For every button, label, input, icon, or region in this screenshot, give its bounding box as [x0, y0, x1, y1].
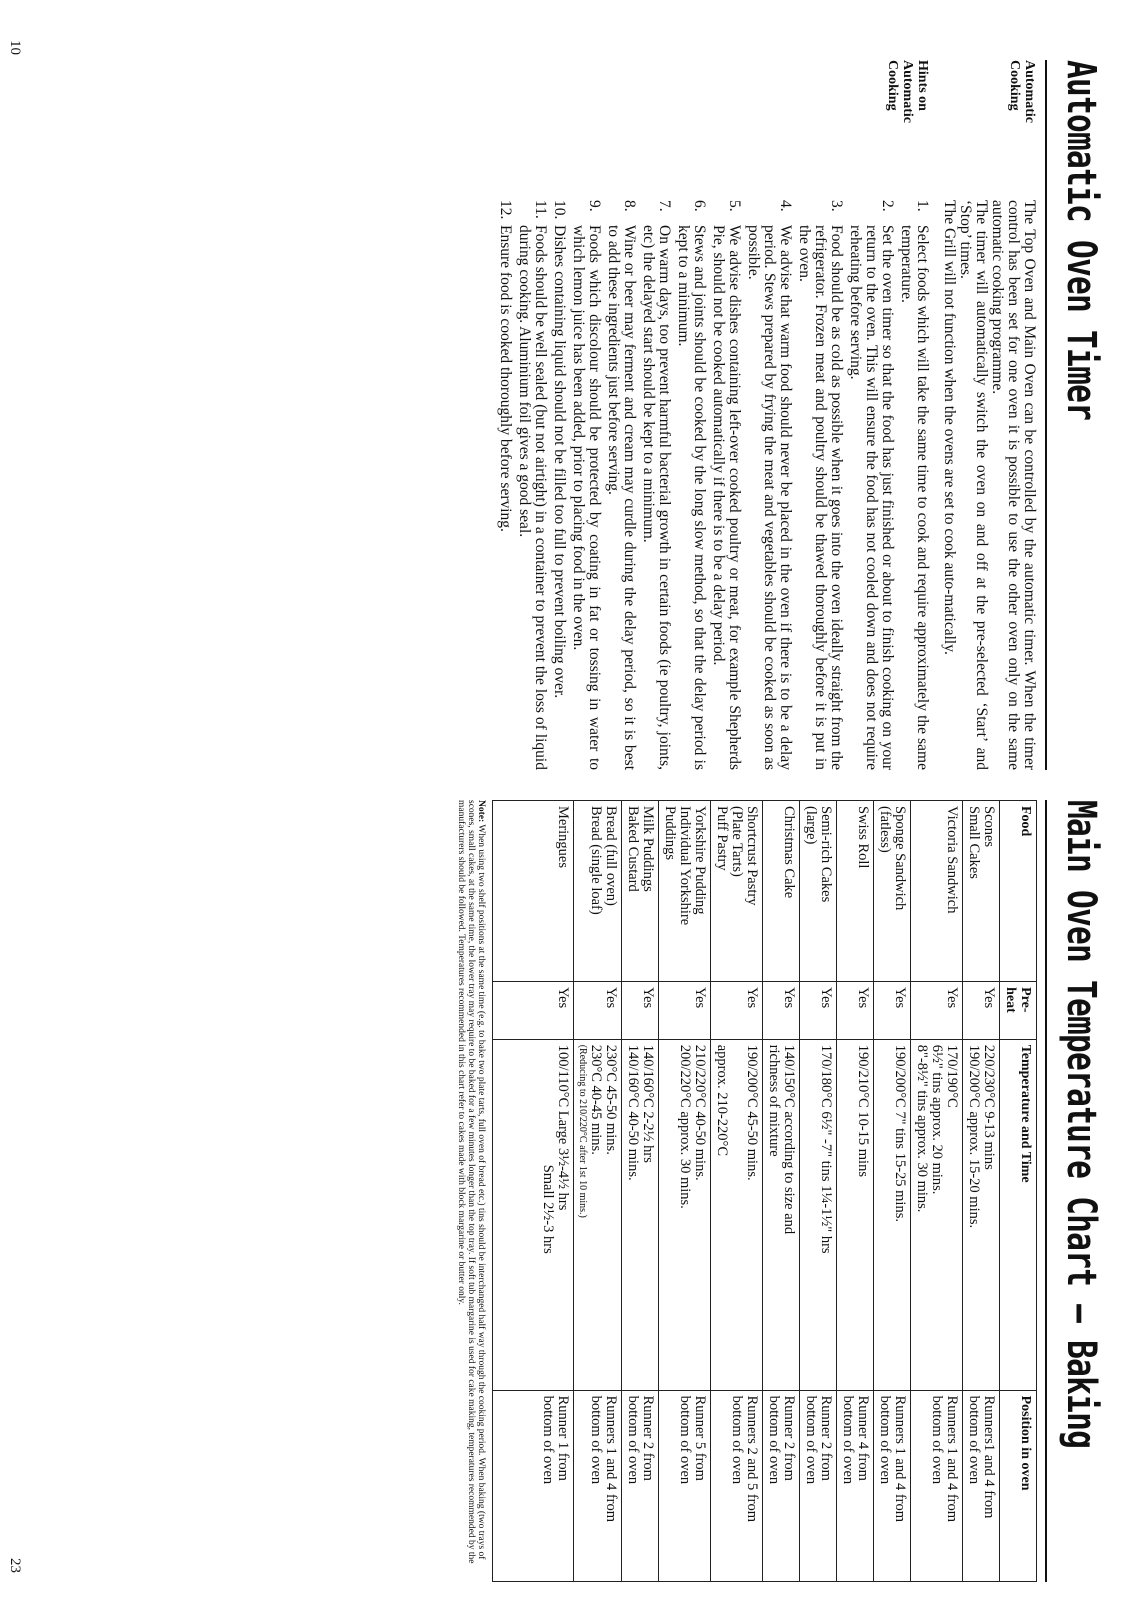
hint-text: Foods which discolour should be protected by coating in fat or tossing in water to which lemon juice has been added, prior to placing food in the oven.	[570, 225, 603, 770]
hints-label: Hints on Automatic Cooking	[885, 60, 930, 123]
hint-text: Dishes containing liquid should not be filled too full to prevent boiling over.	[551, 225, 568, 699]
preheat-cell: Yes	[574, 982, 622, 1040]
table-row	[800, 801, 837, 1582]
table-row	[493, 801, 574, 1582]
hint-item	[675, 200, 707, 770]
hint-item	[497, 200, 513, 770]
preheat-cell: Yes	[493, 982, 574, 1040]
food-cell: Yorkshire Pudding Individual Yorkshire Puddings	[659, 801, 711, 982]
table-row	[911, 801, 963, 1582]
position-cell: Runner 4 from bottom of oven	[837, 1390, 874, 1581]
hint-text: We advise dishes containing left-over cooked poultry or meat, for example Shepherds Pie, should not be cooked automatically if there is to be a delay period.	[710, 225, 743, 770]
chart-note	[456, 800, 486, 1580]
hint-item	[551, 200, 567, 770]
position-cell: Runner 5 from bottom of oven	[659, 1390, 711, 1581]
temp-cell: 190/200°C 7" tins 15-25 mins.	[874, 1039, 911, 1390]
position-cell: Runners 2 and 5 from bottom of oven	[711, 1390, 763, 1581]
header-preheat: Pre-heat	[1000, 982, 1037, 1040]
position-cell: Runners1 and 4 from bottom of oven	[963, 1390, 1000, 1581]
paragraph: The Grill will not function when the ovens are set to cook auto-matically.	[941, 200, 958, 655]
hint-item	[898, 200, 930, 770]
temp-cell: 230°C 45-50 mins. 230°C 40-45 mins. (Reducing to 210/220°C after 1st 10 mins.)	[574, 1039, 622, 1390]
position-cell: Runners 1 and 4 from bottom of oven	[874, 1390, 911, 1581]
temp-cell: 170/180°C 6½" -7" tins 1¼-1½" hrs	[800, 1039, 837, 1390]
food-cell: Victoria Sandwich	[911, 801, 963, 982]
hint-text: Food should be as cold as possible when it goes into the oven ideally straight from the refrigerator. Frozen meat and poultry should be thawed thoroughly before it is put in the oven.	[796, 225, 845, 770]
temp-cell: 190/210°C 10-15 mins	[837, 1039, 874, 1390]
food-cell: Meringues	[493, 801, 574, 982]
baking-table	[492, 800, 1037, 1582]
preheat-cell: Yes	[963, 982, 1000, 1040]
table-row	[659, 801, 711, 1582]
temp-cell: 190/200°C 45-50 mins. approx. 210-220°C	[711, 1039, 763, 1390]
table-row	[711, 801, 763, 1582]
temp-cell: 170/190°C 6½" tins approx. 20 mins. 8"-8½" tins approx. 30 mins.	[911, 1039, 963, 1390]
temp-cell: 140/150°C according to size and richness of mixture	[763, 1039, 800, 1390]
table-row	[574, 801, 622, 1582]
temp-cell: 220/230°C 9-13 mins 190/200°C approx. 15-20 mins.	[963, 1039, 1000, 1390]
food-cell: Shortcrust Pastry (Plate Tarts) Puff Pastry	[711, 801, 763, 982]
hint-text: Foods should be well sealed (but not airtight) in a container to prevent the loss of liquid during cooking. Aluminium foil gives a good seal.	[516, 225, 549, 770]
hint-number: 5.	[726, 200, 743, 212]
hint-item	[516, 200, 548, 770]
temp-cell: 210/220°C 40-50 mins. 200/220°C approx. 30 mins.	[659, 1039, 711, 1390]
preheat-cell: Yes	[837, 982, 874, 1040]
page-number-left: 10	[7, 40, 23, 55]
header-temperature: Temperature and Time	[1000, 1039, 1037, 1390]
hint-text: Select foods which will take the same time to cook and require approximately the same temperature.	[898, 225, 931, 770]
food-cell: Swiss Roll	[837, 801, 874, 982]
hint-item	[605, 200, 637, 770]
position-cell: Runner 2 from bottom of oven	[622, 1390, 659, 1581]
food-cell: Scones Small Cakes	[963, 801, 1000, 982]
hint-item	[847, 200, 895, 770]
hint-item	[570, 200, 602, 770]
hint-item	[710, 200, 742, 770]
hint-number: 9.	[586, 200, 603, 212]
position-cell: Runner 2 from bottom of oven	[763, 1390, 800, 1581]
hint-number: 12.	[497, 200, 514, 220]
preheat-cell: Yes	[874, 982, 911, 1040]
left-page-title: Automatic Oven Timer	[1058, 60, 1104, 421]
position-cell: Runners 1 and 4 from bottom of oven	[574, 1390, 622, 1581]
table-row	[837, 801, 874, 1582]
right-page-title: Main Oven Temperature Chart – Baking	[1058, 800, 1104, 1449]
hint-text: Ensure food is cooked thoroughly before serving.	[497, 225, 514, 532]
paragraph: The Top Oven and Main Oven can be controlled by the automatic timer. When the timer control has been set for one oven it is possible to use the other oven only on the same automatic cooking programme.	[989, 200, 1038, 770]
right-title-rule	[1045, 800, 1047, 1582]
hint-number: 3.	[828, 200, 845, 212]
left-title-rule	[1045, 60, 1047, 770]
temp-cell: 100/110°C Large 3½-4½ hrs Small 2½-3 hrs	[493, 1039, 574, 1390]
food-cell: Bread (full oven) Bread (single loaf)	[574, 801, 622, 982]
page-number-right: 23	[7, 1558, 23, 1573]
temp-cell: 140/160°C 2-2½ hrs 140/160°C 40-50 mins.	[622, 1039, 659, 1390]
baking-chart	[456, 800, 1037, 1580]
note-label: Note:	[476, 800, 486, 823]
hint-number: 6.	[691, 200, 708, 212]
hints-list	[494, 200, 930, 770]
hint-number: 11.	[532, 200, 549, 219]
position-cell: Runner 2 from bottom of oven	[800, 1390, 837, 1581]
position-cell: Runner 1 from bottom of oven	[493, 1390, 574, 1581]
hint-item	[796, 200, 844, 770]
food-cell: Milk Puddings Baked Custard	[622, 801, 659, 982]
automatic-cooking-label: Automatic Cooking	[1007, 60, 1037, 123]
hint-number: 1.	[914, 200, 931, 212]
header-position: Position in oven	[1000, 1390, 1037, 1581]
hint-number: 10.	[551, 200, 568, 220]
hint-text: We advise that warm food should never be placed in the oven if there is to be a delay period. Stews prepared by frying the meat and vegetables should be cooked as soon as possible.	[745, 225, 794, 770]
note-text: When using two shelf positions at the same time (e.g. to bake two plate tarts, full oven of bread etc.) tins should be interchanged half way through the cooking period. When baking (two trays of scones, small cakes, at the same time, the lower tray may require to be baked for a few minutes longer than the top tray. If soft tub margarine is used for cake making, temperatures recommended by the manufacturers should be followed. Temperatures recommended in this chart refer to cakes made with block margarine or butter only.	[456, 800, 486, 1564]
paragraph: The timer will automatically switch the oven on and off at the pre-selected ‘Start’ and ‘Stop’ times.	[957, 200, 990, 770]
hint-text: Set the oven timer so that the food has just finished or about to finish cooking on your return to the oven. This will ensure the food has not cooled down and does not require reheating before serving.	[847, 225, 896, 770]
hint-item	[745, 200, 793, 770]
preheat-cell: Yes	[800, 982, 837, 1040]
hint-item	[640, 200, 672, 770]
preheat-cell: Yes	[911, 982, 963, 1040]
table-row	[874, 801, 911, 1582]
preheat-cell: Yes	[763, 982, 800, 1040]
table-row	[763, 801, 800, 1582]
food-cell: Semi-rich Cakes (large)	[800, 801, 837, 982]
hint-number: 2.	[879, 200, 896, 212]
hint-number: 4.	[777, 200, 794, 212]
food-cell: Christmas Cake	[763, 801, 800, 982]
header-food: Food	[1000, 801, 1037, 982]
table-row	[963, 801, 1000, 1582]
hint-text: Stews and joints should be cooked by the long slow method, so that the delay period is kept to a minimum.	[675, 225, 708, 770]
table-row	[622, 801, 659, 1582]
hint-number: 8.	[621, 200, 638, 212]
position-cell: Runners 1 and 4 from bottom of oven	[911, 1390, 963, 1581]
food-cell: Sponge Sandwich (fatless)	[874, 801, 911, 982]
preheat-cell: Yes	[659, 982, 711, 1040]
preheat-cell: Yes	[622, 982, 659, 1040]
preheat-cell: Yes	[711, 982, 763, 1040]
hint-text: Wine or beer may ferment and cream may curdle during the delay period, so it is best to add these ingredients just before serving.	[605, 225, 638, 770]
hint-text: On warm days, too prevent harmful bacterial growth in certain foods (ie poultry, joints, etc) the delayed start should be kept to a minimum.	[640, 225, 673, 770]
table-header-row	[1000, 801, 1037, 1582]
hint-number: 7.	[656, 200, 673, 212]
automatic-cooking-text	[941, 200, 1037, 770]
